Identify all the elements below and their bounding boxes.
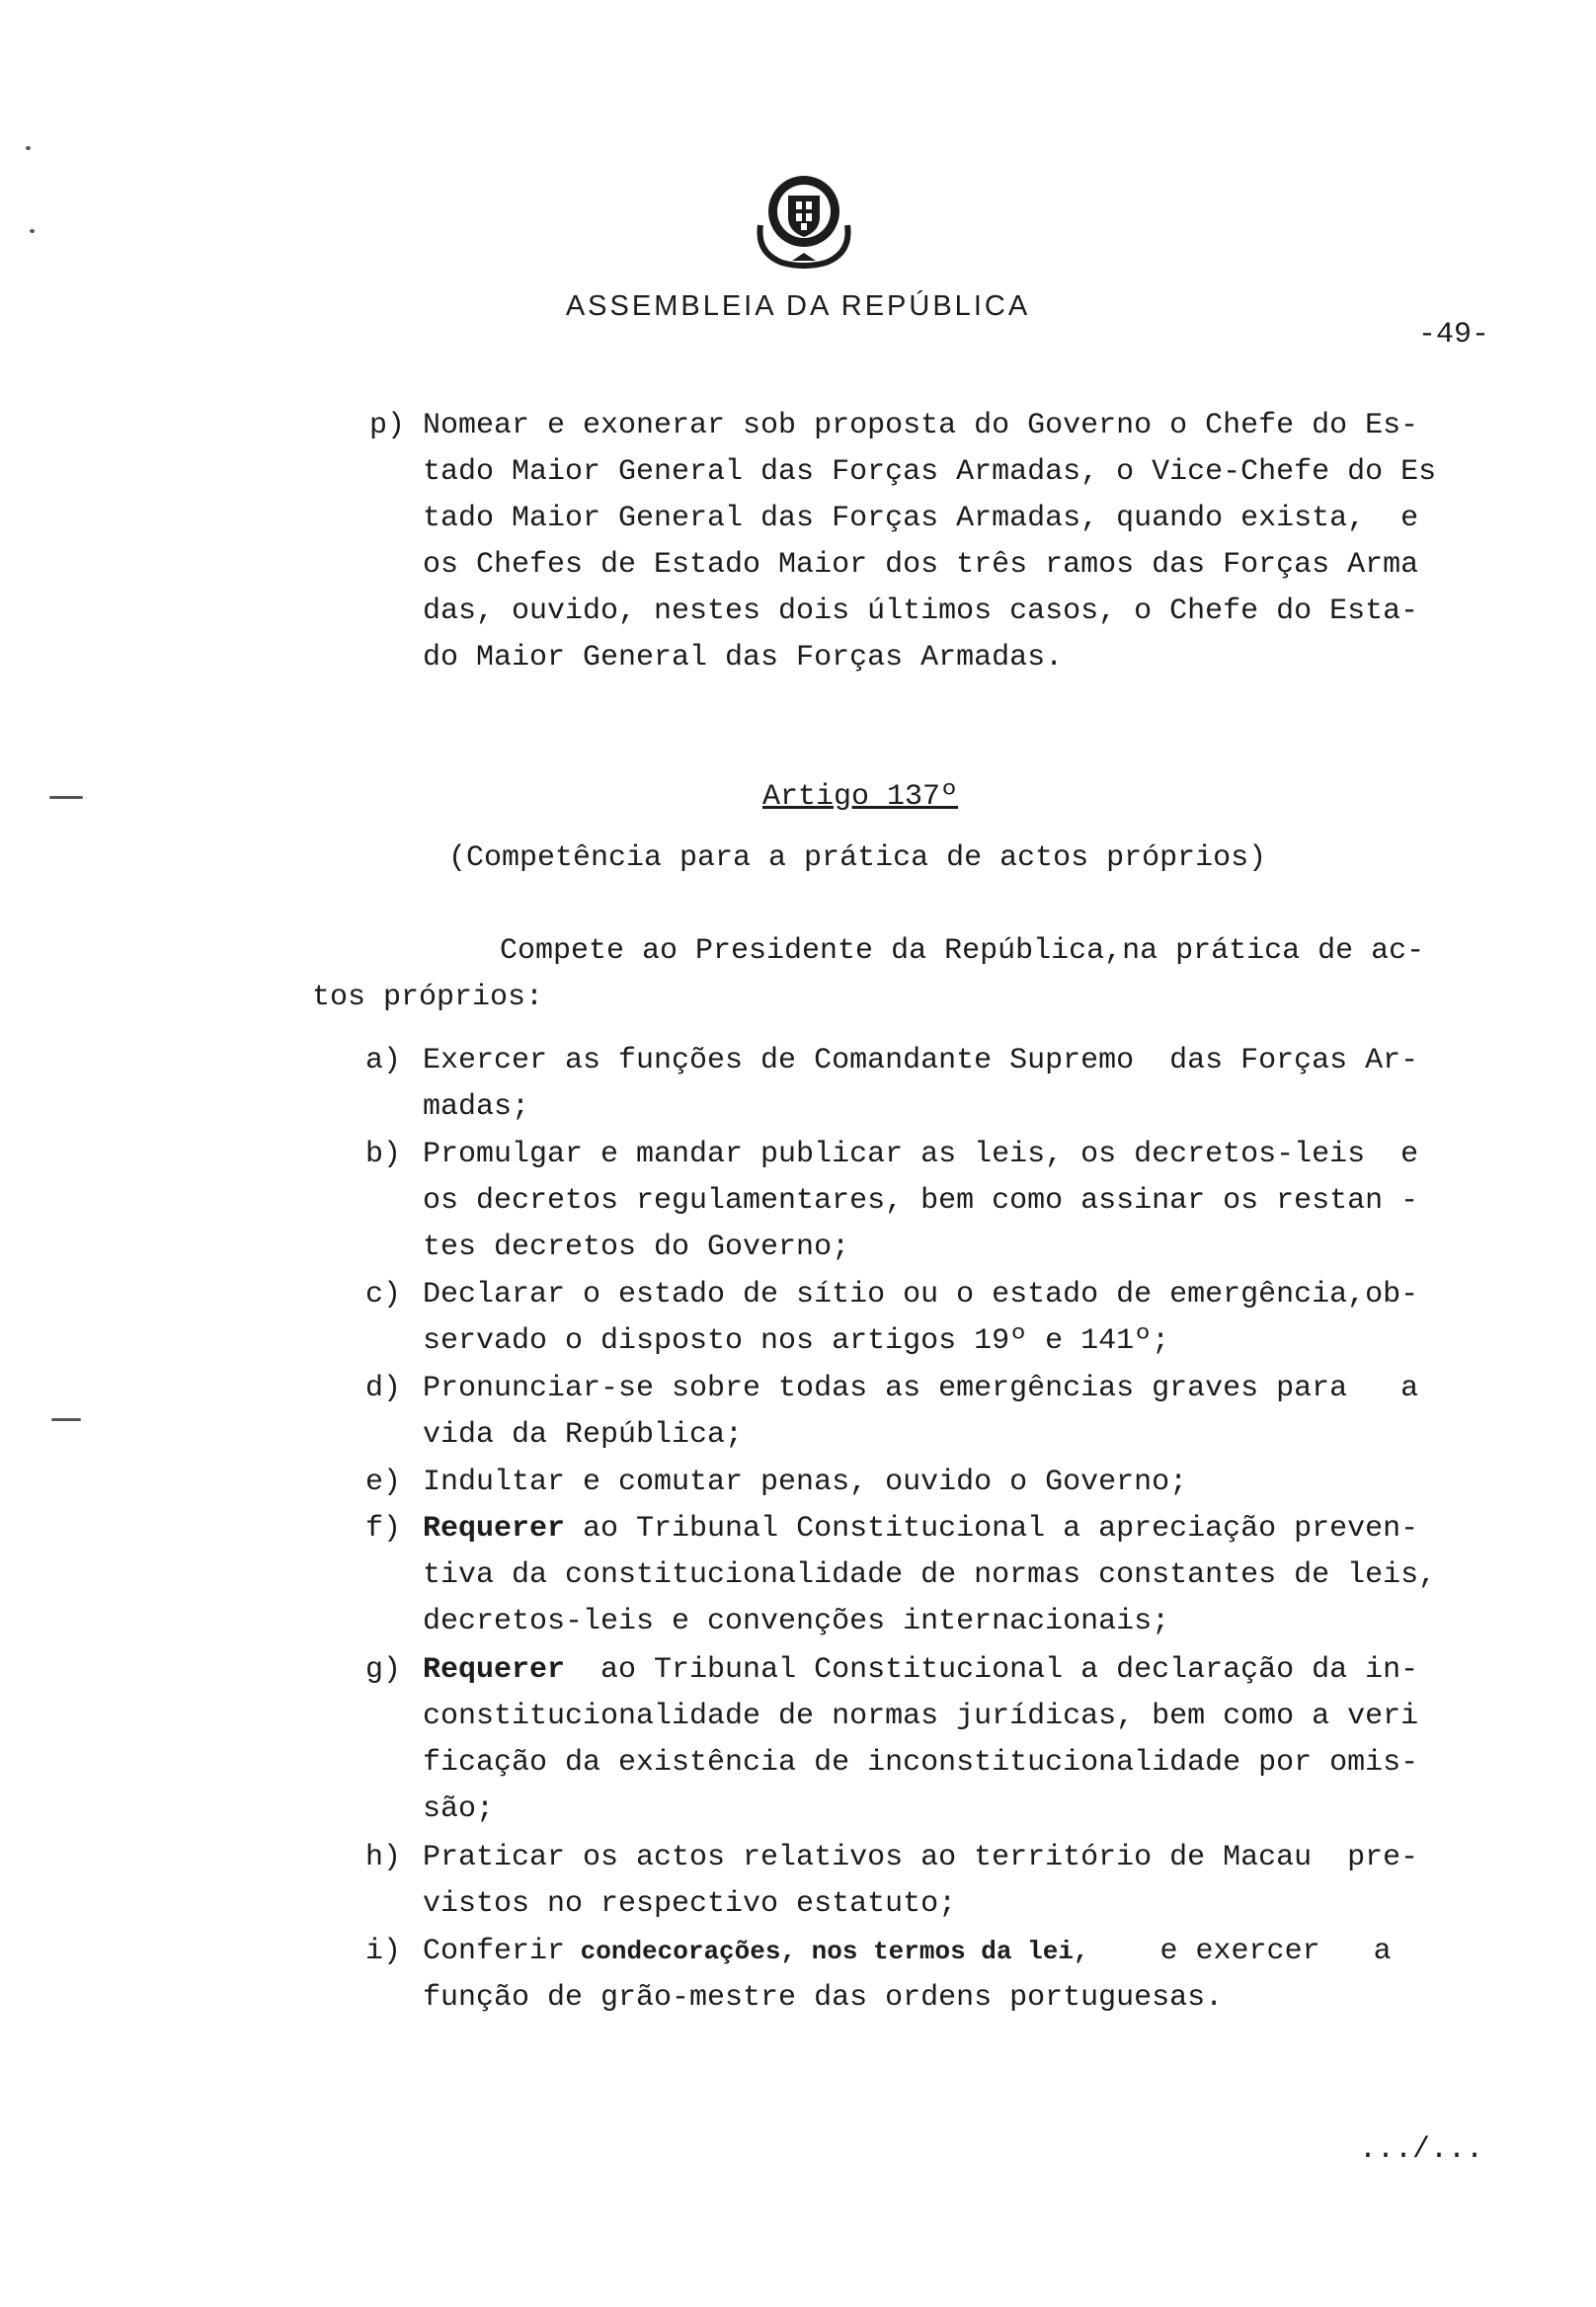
item-d-letter: d)	[365, 1372, 402, 1405]
item-g-lead: Requerer	[423, 1653, 566, 1687]
item-h-line: vistos no respectivo estatuto;	[423, 1887, 957, 1921]
item-a-line: madas;	[423, 1090, 530, 1124]
continuation-mark: .../...	[1358, 2133, 1483, 2167]
item-a-letter: a)	[365, 1044, 402, 1077]
item-g-line: ficação da existência de inconstitucionalidade por omis-	[423, 1746, 1419, 1780]
item-c-line: Declarar o estado de sítio ou o estado de emergência,ob-	[423, 1278, 1419, 1312]
scan-speck	[26, 146, 31, 150]
item-p-line: do Maior General das Forças Armadas.	[423, 641, 1064, 675]
item-b-line: tes decretos do Governo;	[423, 1231, 850, 1264]
item-p-line: tado Maior General das Forças Armadas, quando exista, e	[423, 502, 1419, 535]
item-i-letter: i)	[365, 1935, 402, 1968]
item-f-line: ao Tribunal Constitucional a apreciação preven-	[565, 1512, 1419, 1546]
article-title: Artigo 137º	[762, 780, 959, 814]
item-i-line: função de grão-mestre das ordens portuguesas.	[423, 1981, 1224, 2015]
item-i-bold: condecorações, nos termos da lei,	[565, 1937, 1089, 1966]
item-e-letter: e)	[365, 1466, 402, 1499]
item-g-letter: g)	[365, 1653, 402, 1687]
item-p-line: os Chefes de Estado Maior dos três ramos das Forças Arma	[423, 548, 1419, 582]
item-i-line: Conferir	[423, 1935, 566, 1968]
scan-speck	[49, 796, 83, 799]
item-b-line: Promulgar e mandar publicar as leis, os decretos-leis e	[423, 1138, 1419, 1171]
item-e-line: Indultar e comutar penas, ouvido o Governo;	[423, 1466, 1188, 1499]
item-a-line: Exercer as funções de Comandante Supremo das Forças Ar-	[423, 1044, 1419, 1077]
item-c-line: servado o disposto nos artigos 19º e 141º;	[423, 1324, 1170, 1358]
item-g-line: constitucionalidade de normas jurídicas, bem como a veri	[423, 1700, 1419, 1733]
item-f-lead: Requerer	[423, 1512, 566, 1546]
scan-speck	[30, 229, 35, 233]
item-p-line: das, ouvido, nestes dois últimos casos, o Chefe do Esta-	[423, 595, 1419, 628]
item-g-line: são;	[423, 1792, 495, 1826]
item-c-letter: c)	[365, 1278, 402, 1312]
item-b-letter: b)	[365, 1138, 402, 1171]
institution-name: ASSEMBLEIA DA REPÚBLICA	[565, 290, 1031, 322]
page-number: -49-	[1417, 318, 1489, 352]
item-d-line: Pronunciar-se sobre todas as emergências graves para a	[423, 1372, 1419, 1405]
item-p-letter: p)	[369, 409, 406, 442]
scan-speck	[51, 1418, 81, 1421]
item-f-letter: f)	[365, 1512, 402, 1546]
item-f-line: decretos-leis e convenções internacionais;	[423, 1605, 1170, 1638]
article-intro: Compete ao Presidente da República,na prática de ac-	[500, 934, 1425, 968]
item-p-line: Nomear e exonerar sob proposta do Governo o Chefe do Es-	[423, 409, 1419, 442]
item-h-letter: h)	[365, 1841, 402, 1874]
item-d-line: vida da República;	[423, 1418, 744, 1452]
item-f-line: tiva da constitucionalidade de normas constantes de leis,	[423, 1558, 1437, 1592]
article-intro: tos próprios:	[312, 981, 544, 1014]
item-p-line: tado Maior General das Forças Armadas, o Vice-Chefe do Es	[423, 455, 1437, 489]
item-i-line: e exercer a	[1088, 1935, 1392, 1968]
item-b-line: os decretos regulamentares, bem como assinar os restan -	[423, 1184, 1419, 1218]
item-h-line: Praticar os actos relativos ao território de Macau pre-	[423, 1841, 1419, 1874]
emblem-icon	[753, 166, 855, 271]
item-g-line: ao Tribunal Constitucional a declaração da in-	[565, 1653, 1419, 1687]
article-subtitle: (Competência para a prática de actos próprios)	[448, 841, 1267, 875]
